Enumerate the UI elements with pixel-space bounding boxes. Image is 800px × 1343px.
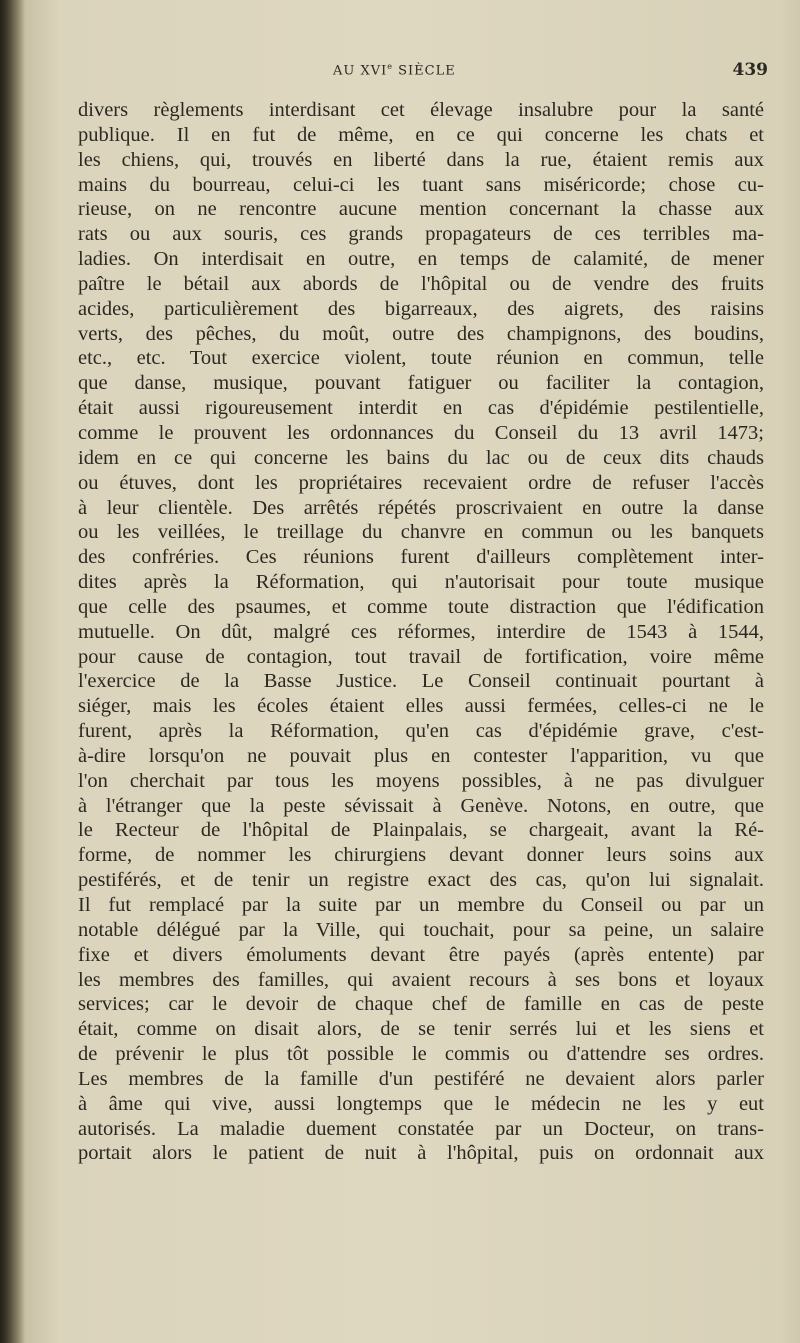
text-line: divers règlements interdisant cet élevage insalubre pour la santé [78,99,764,121]
text-line: l'exercice de la Basse Justice. Le Conseil continuait pourtant à [78,670,764,693]
text-line: portait alors le patient de nuit à l'hôpital, puis on ordonnait aux [78,1142,764,1165]
running-title-superscript: e [387,62,393,71]
text-line: que celle des psaumes, et comme toute distraction que l'édification [78,595,764,618]
text-line: fixe et divers émoluments devant être payés (après entente) par [78,943,764,966]
text-line: à-dire lorsqu'on ne pouvait plus en contester l'apparition, vu que [78,744,764,767]
text-line: Les membres de la famille d'un pestiféré ne devaient alors parler [78,1067,764,1090]
text-line: le Recteur de l'hôpital de Plainpalais, se chargeait, avant la Ré- [78,819,764,842]
text-line: publique. Il en fut de même, en ce qui concerne les chats et [78,123,764,146]
text-line: que danse, musique, pouvant fatiguer ou faciliter la contagion, [78,372,764,395]
text-line: les membres des familles, qui avaient recours à ses bons et loyaux [78,968,764,991]
text-line: de prévenir le plus tôt possible le commis ou d'attendre ses ordres. [78,1043,764,1066]
text-line: siéger, mais les écoles étaient elles aussi fermées, celles-ci ne le [78,695,764,718]
text-line: autorisés. La maladie duement constatée par un Docteur, on trans- [78,1117,764,1140]
page-number: 439 [732,60,768,80]
text-line: ou les veillées, le treillage du chanvre en commun ou les banquets [78,521,764,544]
text-line: furent, après la Réformation, qu'en cas d'épidémie grave, c'est- [78,720,764,743]
text-line: l'on cherchait par tous les moyens possibles, à ne pas divulguer [78,769,764,792]
text-line: pestiférés, et de tenir un registre exact des cas, qu'on lui signalait. [78,869,764,892]
text-line: mutuelle. On dût, malgré ces réformes, interdire de 1543 à 1544, [78,620,764,643]
text-line: rieuse, on ne rencontre aucune mention concernant la chasse aux [78,198,764,221]
running-title-suffix: SIÈCLE [393,63,456,79]
running-title [333,62,456,78]
text-line: acides, particulièrement des bigarreaux, des aigrets, des raisins [78,297,764,320]
text-line: rats ou aux souris, ces grands propagateurs de ces terribles ma- [78,223,764,246]
text-line: était aussi rigoureusement interdit en cas d'épidémie pestilentielle, [78,397,764,420]
text-line: paître le bétail aux abords de l'hôpital ou de vendre des fruits [78,272,764,295]
text-line: les chiens, qui, trouvés en liberté dans la rue, étaient remis aux [78,148,764,171]
text-line: notable délégué par la Ville, qui touchait, pour sa peine, un salaire [78,918,764,941]
text-line: ladies. On interdisait en outre, en temps de calamité, de mener [78,248,764,271]
text-line: verts, des pêches, du moût, outre des champignons, des boudins, [78,322,764,345]
text-line: Il fut remplacé par la suite par un membre du Conseil ou par un [78,894,764,916]
body-text [78,98,764,1166]
page-binding-shadow [0,0,24,1343]
text-line: à âme qui vive, aussi longtemps que le médecin ne les y eut [78,1092,764,1115]
text-line: comme le prouvent les ordonnances du Conseil du 13 avril 1473; [78,421,764,444]
text-line: forme, de nommer les chirurgiens devant donner leurs soins aux [78,844,764,867]
text-line: etc., etc. Tout exercice violent, toute réunion en commun, telle [78,347,764,370]
text-line: idem en ce qui concerne les bains du lac ou de ceux dits chauds [78,446,764,469]
text-line: services; car le devoir de chaque chef de famille en cas de peste [78,993,764,1016]
running-title-prefix: AU XVI [333,63,388,79]
text-line: des confréries. Ces réunions furent d'ailleurs complètement inter- [78,546,764,569]
text-line: dites après la Réformation, qui n'autorisait pour toute musique [78,571,764,594]
text-line: était, comme on disait alors, de se tenir serrés lui et les siens et [78,1018,764,1041]
text-line: pour cause de contagion, tout travail de fortification, voire même [78,645,764,668]
text-line: à l'étranger que la peste sévissait à Genève. Notons, en outre, que [78,794,764,817]
text-line: mains du bourreau, celui-ci les tuant sans miséricorde; chose cu- [78,173,764,196]
text-line: ou étuves, dont les propriétaires recevaient ordre de refuser l'accès [78,471,764,494]
page-header [78,62,768,86]
text-line: à leur clientèle. Des arrêtés répétés proscrivaient en outre la danse [78,496,764,519]
